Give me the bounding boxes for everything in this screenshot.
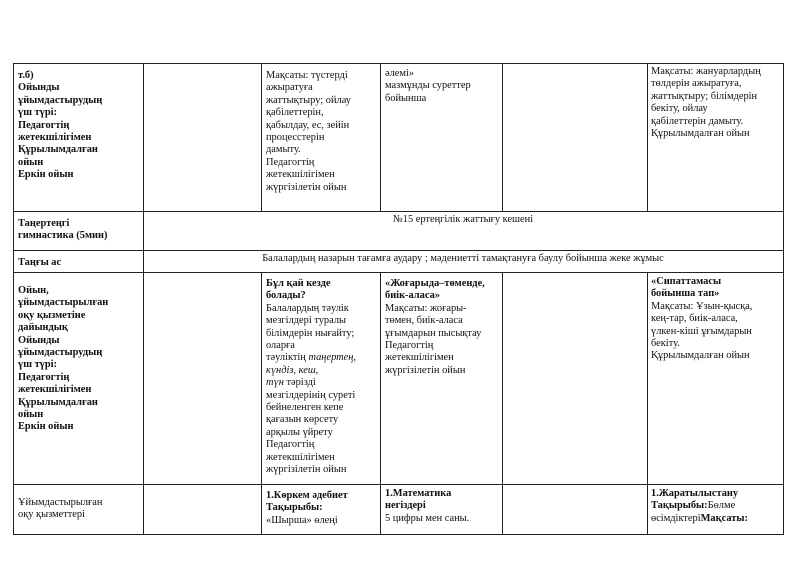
table-border-top: [13, 63, 784, 64]
row5-col3: 1.Көркем әдебиет Тақырыбы: «Шырша» өлеңі: [266, 490, 348, 526]
table-border-right: [783, 63, 784, 534]
row2-content: №15 ертеңгілік жаттығу кешені: [392, 214, 534, 225]
row1-label: т.б) Ойынды ұйымдастырудың үш түрі: Педагогтің жетекшілігімен Құрылымдалған ойын Еркін ойын: [18, 70, 103, 181]
table-border-row2: [13, 250, 784, 251]
row1-col6: Мақсаты: жануарлардың төлдерін ажыратуға, жаттықтыру; білімдерін бекіту, ойлау қабілеттерін дамыту. Құрылымдалған ойын: [651, 66, 761, 140]
table-border-col2b: [261, 272, 262, 534]
table-border-col3a: [380, 63, 381, 211]
row5-col6: 1.Жаратылыстану Тақырыбы:Бөлме өсімдіктеріМақсаты:: [651, 488, 748, 524]
table-border-row3: [13, 272, 784, 273]
row4-col4: «Жоғарыда–төменде, биік-аласа» Мақсаты: жоғары- төмен, биік-аласа ұғымдарын пысықтау Педагогтің жетекшілігімен жүргізілетін ойын: [385, 278, 485, 376]
row3-label: Таңғы ас: [18, 257, 62, 268]
table-border-col2a: [261, 63, 262, 211]
table-border-row4: [13, 484, 784, 485]
row3-content: Балалардың назарын тағамға аудару ; мәдениетті тамақтануға баулу бойынша жеке жұмыс: [262, 253, 664, 264]
table-border-row1: [13, 211, 784, 212]
table-border-col4a: [502, 63, 503, 211]
table-border-col5b: [647, 272, 648, 534]
table-border-col1: [143, 63, 144, 534]
table-border-col4b: [502, 272, 503, 534]
table-border-col5a: [647, 63, 648, 211]
row4-col6: «Сипаттамасы бойынша тап» Мақсаты: Ұзын-қысқа, кең-тар, биік-аласа, үлкен-кіші ұғымдарын бекіту. Құрылымдалған ойын: [651, 276, 753, 362]
row5-col4: 1.Математика негіздері 5 цифры мен саны.: [385, 488, 470, 524]
row4-col3: Бұл қай кезде болады? Балалардың тәулік мезгілдері туралы білімдерін нығайту; оларға тәуліктің таңертең, күндіз, кеш, түн тәрізді мезгілдерінің суреті бейнеленген кепе қағазын көрсету арқылы үйрету Педагогтің жетекшілігімен жүргізілетін ойын: [266, 278, 357, 476]
table-border-col3b: [380, 272, 381, 534]
table-border-left: [13, 63, 14, 534]
row2-label: Таңертеңгі гимнастика (5мин): [18, 218, 108, 242]
row1-col3: Мақсаты: түстерді ажыратуға жаттықтыру; ойлау қабілеттерін, қабылдау, ес, зейін процесстерін дамыту. Педагогтің жетекшілігімен жүргізілетін ойын: [266, 70, 351, 193]
row5-label: Ұйымдастырылған оқу қызметтері: [18, 497, 103, 521]
table-border-bottom: [13, 534, 784, 535]
row1-col4: әлемі» мазмұнды суреттер бойынша: [385, 68, 471, 104]
row4-label: Ойын, ұйымдастырылған оқу қызметіне дайындық Ойынды ұйымдастырудың үш түрі: Педагогтің жетекшілігімен Құрылымдалған ойын Еркін ойын: [18, 285, 109, 433]
